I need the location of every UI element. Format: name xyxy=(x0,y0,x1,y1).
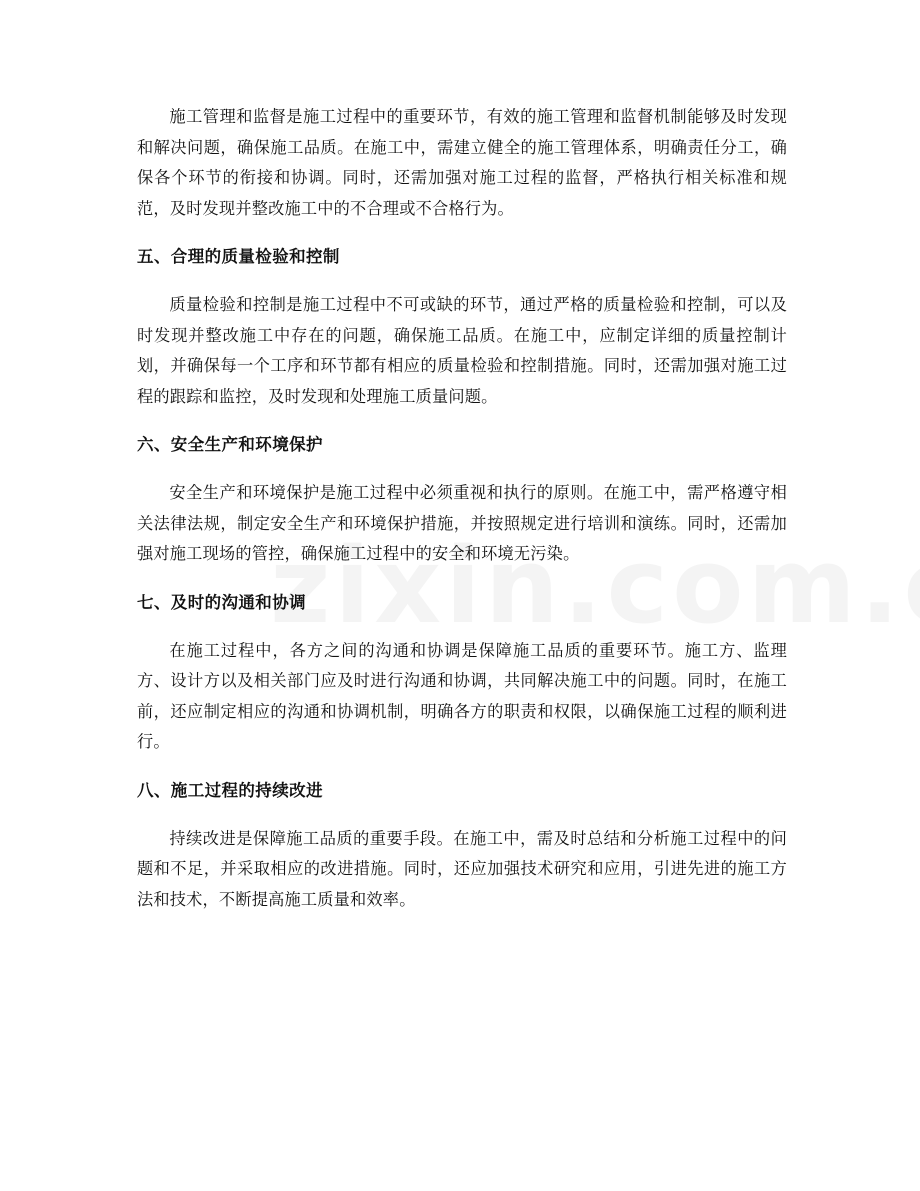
section-heading-quality-inspection: 五、合理的质量检验和控制 xyxy=(137,247,340,266)
paragraph-continuous-improvement: 持续改进是保障施工品质的重要手段。在施工中，需及时总结和分析施工过程中的问题和不足，并采取相应的改进措施。同时，还应加强技术研究和应用，引进先进的施工方法和技术，不断提高施工质量和效率。 xyxy=(137,828,787,909)
paragraph-safety-environment: 安全生产和环境保护是施工过程中必须重视和执行的原则。在施工中，需严格遵守相关法律法规，制定安全生产和环境保护措施，并按照规定进行培训和演练。同时，还需加强对施工现场的管控，确保施工过程中的安全和环境无污染。 xyxy=(137,483,787,563)
paragraph-communication: 在施工过程中，各方之间的沟通和协调是保障施工品质的重要环节。施工方、监理方、设计方以及相关部门应及时进行沟通和协调，共同解决施工中的问题。同时，在施工前，还应制定相应的沟通和协调机制，明确各方的职责和权限，以确保施工过程的顺利进行。 xyxy=(137,640,787,751)
section-heading-safety-environment: 六、安全生产和环境保护 xyxy=(137,435,323,454)
section-heading-continuous-improvement: 八、施工过程的持续改进 xyxy=(137,780,323,800)
paragraph-quality-inspection: 质量检验和控制是施工过程中不可或缺的环节，通过严格的质量检验和控制，可以及时发现并整改施工中存在的问题，确保施工品质。在施工中，应制定详细的质量控制计划，并确保每一个工序和环节都有相应的质量检验和控制措施。同时，还需加强对施工过程的跟踪和监控，及时发现和处理施工质量问题。 xyxy=(137,295,787,406)
section-heading-communication: 七、及时的沟通和协调 xyxy=(137,592,306,612)
paragraph-construction-management: 施工管理和监督是施工过程中的重要环节，有效的施工管理和监督机制能够及时发现和解决问题，确保施工品质。在施工中，需建立健全的施工管理体系，明确责任分工，确保各个环节的衔接和协调。同时，还需加强对施工过程的监督，严格执行相关标准和规范，及时发现并整改施工中的不合理或不合格行为。 xyxy=(137,107,787,218)
document-body xyxy=(137,102,787,915)
